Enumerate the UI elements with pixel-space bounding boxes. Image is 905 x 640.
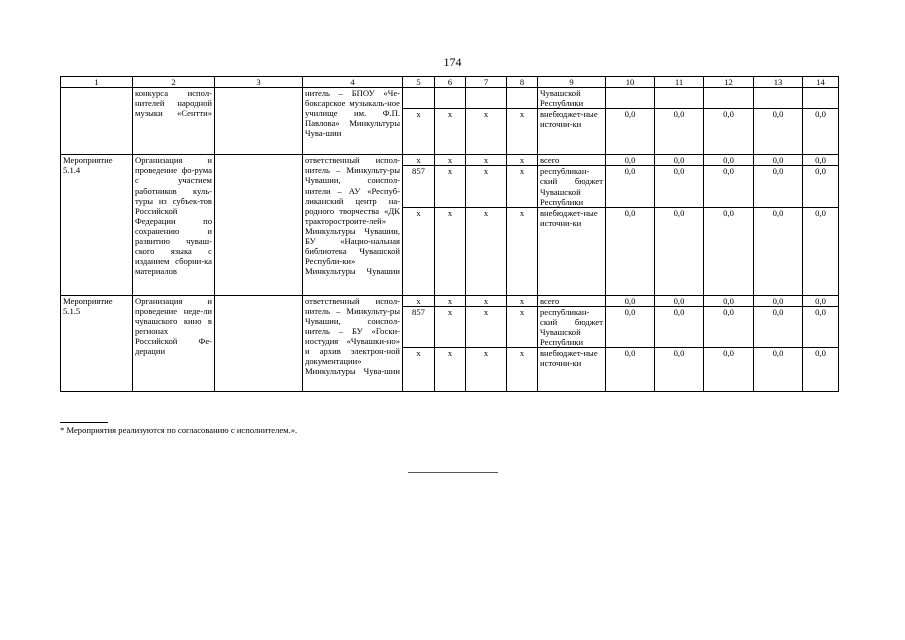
code-cell bbox=[466, 88, 507, 109]
value-cell: 0,0 bbox=[606, 348, 655, 392]
footnote-divider bbox=[60, 422, 108, 423]
value-cell: 0,0 bbox=[655, 155, 704, 166]
value-cell: 0,0 bbox=[655, 348, 704, 392]
value-cell: 0,0 bbox=[704, 348, 754, 392]
code-cell: x bbox=[466, 295, 507, 306]
column-header: 2 bbox=[133, 77, 215, 88]
end-divider bbox=[408, 472, 498, 473]
value-cell: 0,0 bbox=[754, 306, 803, 347]
code-cell: x bbox=[466, 306, 507, 347]
table-row bbox=[61, 88, 839, 109]
funding-source-cell: внебюджет-ные источни-ки bbox=[538, 109, 606, 155]
funding-source-cell: всего bbox=[538, 295, 606, 306]
column-header: 9 bbox=[538, 77, 606, 88]
code-cell: x bbox=[466, 207, 507, 295]
executors-cell: ответственный испол-нитель – Минкульту-ры Чувашии, соиспол-нители – АУ «Респуб-ликанский центр на-родного творчества «ДК тракторостроите-лей» Минкультуры Чувашии, БУ «Нацио-нальная библиотека Чувашской Республи-ки» Минкультуры Чувашии bbox=[303, 155, 403, 295]
value-cell: 0,0 bbox=[803, 207, 839, 295]
value-cell: 0,0 bbox=[754, 166, 803, 207]
value-cell: 0,0 bbox=[704, 207, 754, 295]
code-cell: x bbox=[435, 155, 466, 166]
column-header: 1 bbox=[61, 77, 133, 88]
value-cell: 0,0 bbox=[754, 109, 803, 155]
value-cell: 0,0 bbox=[606, 295, 655, 306]
value-cell: 0,0 bbox=[754, 155, 803, 166]
value-cell: 0,0 bbox=[606, 109, 655, 155]
value-cell: 0,0 bbox=[803, 348, 839, 392]
value-cell: 0,0 bbox=[754, 295, 803, 306]
code-cell: x bbox=[435, 348, 466, 392]
table-row bbox=[61, 295, 839, 306]
activity-code-cell bbox=[61, 88, 133, 155]
activity-name-cell: Организация и проведение неде-ли чувашского кино в регионах Российской Фе-дерации bbox=[133, 295, 215, 391]
value-cell: 0,0 bbox=[606, 166, 655, 207]
column-header: 12 bbox=[704, 77, 754, 88]
grbs-cell: 857 bbox=[403, 166, 435, 207]
code-cell: x bbox=[507, 207, 538, 295]
value-cell: 0,0 bbox=[704, 306, 754, 347]
value-cell bbox=[704, 88, 754, 109]
funding-source-cell: всего bbox=[538, 155, 606, 166]
value-cell: 0,0 bbox=[704, 295, 754, 306]
value-cell: 0,0 bbox=[655, 306, 704, 347]
code-cell: x bbox=[435, 207, 466, 295]
code-cell: x bbox=[466, 109, 507, 155]
value-cell: 0,0 bbox=[803, 155, 839, 166]
column-header: 5 bbox=[403, 77, 435, 88]
code-cell bbox=[435, 88, 466, 109]
value-cell: 0,0 bbox=[704, 155, 754, 166]
value-cell: 0,0 bbox=[754, 207, 803, 295]
code-cell: x bbox=[507, 155, 538, 166]
column-header: 10 bbox=[606, 77, 655, 88]
value-cell: 0,0 bbox=[803, 306, 839, 347]
value-cell bbox=[606, 88, 655, 109]
column-header: 14 bbox=[803, 77, 839, 88]
value-cell: 0,0 bbox=[803, 166, 839, 207]
column-header: 8 bbox=[507, 77, 538, 88]
value-cell: 0,0 bbox=[606, 155, 655, 166]
grbs-cell: x bbox=[403, 295, 435, 306]
footnote: * Мероприятия реализуются по согласованию с исполнителем.». bbox=[60, 425, 298, 435]
code-cell: x bbox=[466, 348, 507, 392]
funding-source-cell: республикан-ский бюджет Чувашской Республики bbox=[538, 306, 606, 347]
page-number: 174 bbox=[443, 55, 462, 69]
activity-name-cell: Организация и проведение фо-рума с участием работников куль-туры из субъек-тов Российской Федерации по сохранению и развитию чуваш-ского языка с изданием сборни-ка материалов bbox=[133, 155, 215, 295]
budget-table bbox=[60, 76, 839, 392]
value-cell: 0,0 bbox=[754, 348, 803, 392]
code-cell: x bbox=[507, 306, 538, 347]
value-cell: 0,0 bbox=[803, 295, 839, 306]
value-cell bbox=[754, 88, 803, 109]
column-header: 3 bbox=[215, 77, 303, 88]
funding-source-cell: республикан-ский бюджет Чувашской Республики bbox=[538, 166, 606, 207]
value-cell: 0,0 bbox=[655, 166, 704, 207]
value-cell: 0,0 bbox=[655, 295, 704, 306]
value-cell: 0,0 bbox=[655, 109, 704, 155]
code-cell: x bbox=[466, 166, 507, 207]
table-row bbox=[61, 155, 839, 166]
value-cell: 0,0 bbox=[704, 166, 754, 207]
column-header: 4 bbox=[303, 77, 403, 88]
activity-code-cell: Мероприятие 5.1.4 bbox=[61, 155, 133, 295]
activity-code-cell: Мероприятие 5.1.5 bbox=[61, 295, 133, 391]
value-cell: 0,0 bbox=[606, 306, 655, 347]
column-header: 6 bbox=[435, 77, 466, 88]
executors-cell: нитель – БПОУ «Че-боксарское музыкаль-ное училище им. Ф.П. Павлова» Минкультуры Чува-шии bbox=[303, 88, 403, 155]
code-cell: x bbox=[507, 295, 538, 306]
executors-cell: ответственный испол-нитель – Минкульту-ры Чувашии, соиспол-нитель – БУ «Госки-ностудия «Чувашки-но» и архив электрон-ной документации» Минкультуры Чува-шии bbox=[303, 295, 403, 391]
value-cell: 0,0 bbox=[606, 207, 655, 295]
empty-cell bbox=[215, 88, 303, 155]
grbs-cell: 857 bbox=[403, 306, 435, 347]
funding-source-cell: внебюджет-ные источни-ки bbox=[538, 207, 606, 295]
code-cell: x bbox=[435, 166, 466, 207]
code-cell: x bbox=[507, 109, 538, 155]
grbs-cell bbox=[403, 88, 435, 109]
grbs-cell: x bbox=[403, 348, 435, 392]
code-cell: x bbox=[435, 295, 466, 306]
funding-source-cell: внебюджет-ные источни-ки bbox=[538, 348, 606, 392]
column-number-row bbox=[61, 77, 839, 88]
column-header: 7 bbox=[466, 77, 507, 88]
grbs-cell: x bbox=[403, 109, 435, 155]
value-cell: 0,0 bbox=[655, 207, 704, 295]
activity-name-cell: конкурса испол-нителей народной музыки «Сентти» bbox=[133, 88, 215, 155]
code-cell: x bbox=[435, 306, 466, 347]
code-cell: x bbox=[507, 166, 538, 207]
funding-source-cell: Чувашской Республики bbox=[538, 88, 606, 109]
grbs-cell: x bbox=[403, 207, 435, 295]
code-cell: x bbox=[435, 109, 466, 155]
empty-cell bbox=[215, 295, 303, 391]
empty-cell bbox=[215, 155, 303, 295]
code-cell: x bbox=[466, 155, 507, 166]
value-cell bbox=[803, 88, 839, 109]
column-header: 11 bbox=[655, 77, 704, 88]
column-header: 13 bbox=[754, 77, 803, 88]
value-cell: 0,0 bbox=[803, 109, 839, 155]
code-cell bbox=[507, 88, 538, 109]
code-cell: x bbox=[507, 348, 538, 392]
value-cell: 0,0 bbox=[704, 109, 754, 155]
grbs-cell: x bbox=[403, 155, 435, 166]
value-cell bbox=[655, 88, 704, 109]
